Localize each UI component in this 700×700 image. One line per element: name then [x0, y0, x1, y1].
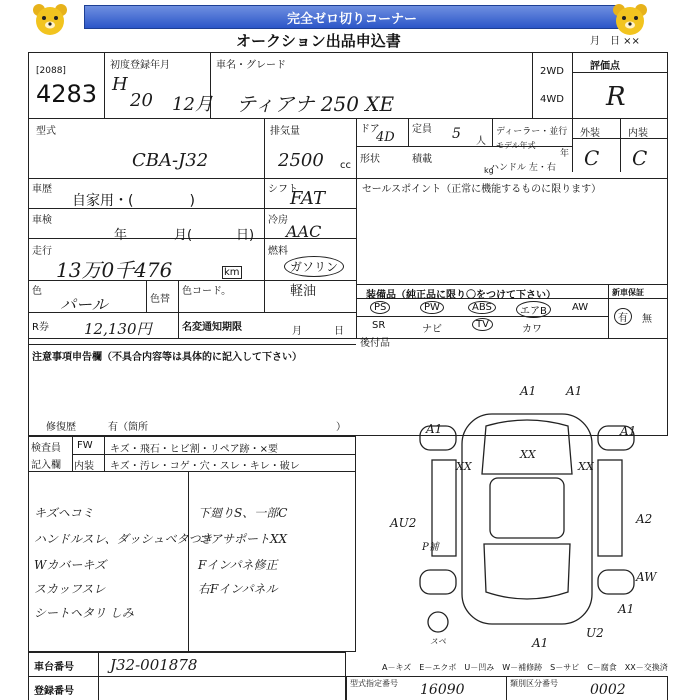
damage-mark: A1 [566, 384, 583, 398]
drive-4wd: 4WD [540, 94, 564, 105]
displacement-value: 2500 [278, 150, 324, 171]
load-unit: kg [484, 166, 494, 175]
remark-left: シートヘタリ しみ [34, 606, 134, 620]
damage-legend: A－キズ E－エクボ U－凹み W－補修跡 S－サビ C－腐食 XX－交換済 [382, 663, 668, 672]
remark-left: スカッフスレ [34, 582, 106, 596]
recycle-value: 12,130円 [84, 320, 152, 338]
type-number-value: 16090 [420, 682, 465, 698]
dealer-year-unit: 年 [560, 149, 570, 159]
name-change-day: 日 [334, 326, 344, 337]
repair-label: 修復歴 [46, 422, 76, 433]
int-label: 内装 [628, 128, 648, 139]
page-date: 月 日 ×× [590, 36, 640, 47]
displacement-label: 排気量 [270, 126, 300, 137]
repair-close: ） [336, 422, 346, 433]
car-name-value: ティアナ 250 XE [236, 92, 395, 116]
cooler-value: AAC [286, 222, 322, 241]
fw-items: キズ・飛石・ヒビ割・リペア跡・×要 [110, 444, 278, 455]
dealer-model-year: モデル年式 [496, 141, 536, 150]
chassis-value: J32-001878 [110, 656, 198, 674]
remark-left: キズヘコミ [34, 506, 94, 520]
damage-mark: AU2 [390, 516, 417, 530]
inspector-label: 検査員 [31, 443, 61, 454]
mileage-label: 走行 [32, 246, 52, 257]
shift-value: FAT [290, 188, 325, 209]
mileage-value: 13万0千476 [56, 258, 173, 282]
equip-abs: ABS [468, 301, 496, 314]
first-reg-label: 初度登録年月 [110, 60, 170, 71]
capacity-label: 定員 [412, 124, 432, 135]
chassis-label: 車台番号 [34, 662, 74, 673]
first-reg-era: H [112, 74, 128, 95]
inspection-year: 年 [114, 228, 128, 243]
remark-right: コアサポートXX [198, 532, 288, 546]
interior-label: 内装 [74, 461, 94, 472]
lot-code: [2088] [36, 66, 66, 76]
remark-left: ハンドルスレ、ダッシュベタつき [34, 532, 213, 546]
equip-aw: AW [572, 302, 589, 313]
color-change-label: 色替 [150, 294, 170, 305]
damage-mark: XX [520, 448, 536, 461]
banner-title: 完全ゼロ切りコーナー [84, 5, 620, 29]
cooler-label: 冷房 [268, 215, 288, 226]
entry-label: 記入欄 [31, 460, 61, 471]
new-car-warranty-label: 新車保証 [612, 288, 644, 297]
equipment-label: 装備品（純正品に限り〇をつけて下さい） [366, 290, 556, 301]
bear-mascot-right-icon [610, 2, 650, 36]
fw-label: FW [77, 440, 93, 451]
usage-value: 自家用・( ) [72, 193, 195, 209]
damage-mark: スペ [430, 637, 446, 646]
damage-mark: A1 [426, 422, 443, 436]
mileage-unit: km [224, 267, 240, 278]
class-number-value: 0002 [590, 682, 626, 698]
equip-navi: ナビ [422, 324, 442, 335]
doors-label: ドア [360, 124, 380, 135]
lot-number: 4283 [36, 80, 98, 108]
capacity-value: 5 [452, 126, 461, 142]
grade-value: R [606, 82, 626, 112]
damage-mark: XX [456, 460, 472, 473]
model-value: CBA-J32 [132, 150, 209, 171]
type-number-label: 型式指定番号 [350, 679, 398, 688]
fuel-diesel: 軽油 [290, 284, 317, 299]
name-change-label: 名変通知期限 [182, 322, 242, 333]
damage-mark: XX [578, 460, 594, 473]
capacity-unit: 人 [476, 136, 486, 147]
equip-leather: カワ [522, 324, 542, 335]
recycle-label: R券 [32, 322, 49, 333]
damage-mark: A1 [520, 384, 537, 398]
fuel-gas: ガソリン [284, 256, 344, 277]
ext-label: 外装 [580, 128, 600, 139]
dealer-handle: ハンドル 左・右 [490, 163, 556, 173]
ext-grade: C [584, 146, 600, 170]
model-label: 型式 [36, 126, 56, 137]
damage-mark: AW [636, 570, 657, 584]
damage-mark: A1 [618, 602, 635, 616]
fuel-label: 燃料 [268, 246, 288, 257]
doors-value: 4D [376, 130, 395, 145]
damage-mark: A2 [636, 512, 653, 526]
damage-mark: P補 [422, 542, 439, 553]
equip-tv: TV [472, 318, 493, 331]
remark-right: Fインパネ修正 [198, 558, 278, 572]
shift-label: シフト [268, 184, 298, 195]
inspection-month: 月( [174, 228, 193, 243]
dealer-label: ディーラー・並行 [496, 127, 568, 137]
shape-label: 形状 [360, 154, 380, 165]
name-change-month: 月 [292, 326, 302, 337]
remark-right: 右Fインパネル [198, 582, 278, 596]
class-number-label: 類別区分番号 [510, 679, 558, 688]
displacement-unit: cc [340, 160, 351, 171]
notes-label: 注意事項申告欄（不具合内容等は具体的に記入して下さい） [32, 352, 302, 363]
first-reg-month: 12月 [172, 94, 213, 115]
car-name-label: 車名・グレード [216, 60, 286, 71]
equip-pw: PW [420, 301, 444, 314]
remark-left: Wカバーキズ [34, 558, 107, 572]
remark-right: 下廻りS、一部C [198, 506, 288, 520]
equip-sr: SR [372, 320, 386, 331]
inspection-day: 日) [236, 228, 255, 243]
extras-label: 後付品 [360, 338, 390, 349]
equip-airbag: エアB [516, 301, 551, 318]
inspection-label: 車検 [32, 215, 52, 226]
int-grade: C [632, 146, 648, 170]
warranty-yes: 有 [614, 308, 632, 325]
drive-2wd: 2WD [540, 66, 564, 77]
warranty-no: 無 [642, 314, 652, 325]
color-code-label: 色コード。 [182, 286, 232, 297]
damage-mark: A1 [532, 636, 549, 650]
grade-label: 評価点 [590, 61, 620, 72]
first-reg-year: 20 [130, 90, 153, 111]
color-label: 色 [32, 286, 42, 297]
selling-point-label: セールスポイント（正常に機能するものに限ります） [362, 184, 602, 195]
interior-items: キズ・汚レ・コゲ・穴・スレ・キレ・破レ [110, 461, 300, 472]
load-label: 積載 [412, 154, 432, 165]
equip-ps: PS [370, 301, 390, 314]
form-subtitle: オークション出品申込書 [236, 32, 401, 50]
usage-label: 車歴 [32, 184, 52, 195]
damage-mark: A1 [620, 424, 637, 438]
color-value: パール [60, 295, 108, 314]
bear-mascot-left-icon [30, 2, 70, 36]
repair-value: 有（箇所 [108, 422, 148, 433]
damage-mark: U2 [586, 626, 604, 640]
registration-label: 登録番号 [34, 686, 74, 697]
